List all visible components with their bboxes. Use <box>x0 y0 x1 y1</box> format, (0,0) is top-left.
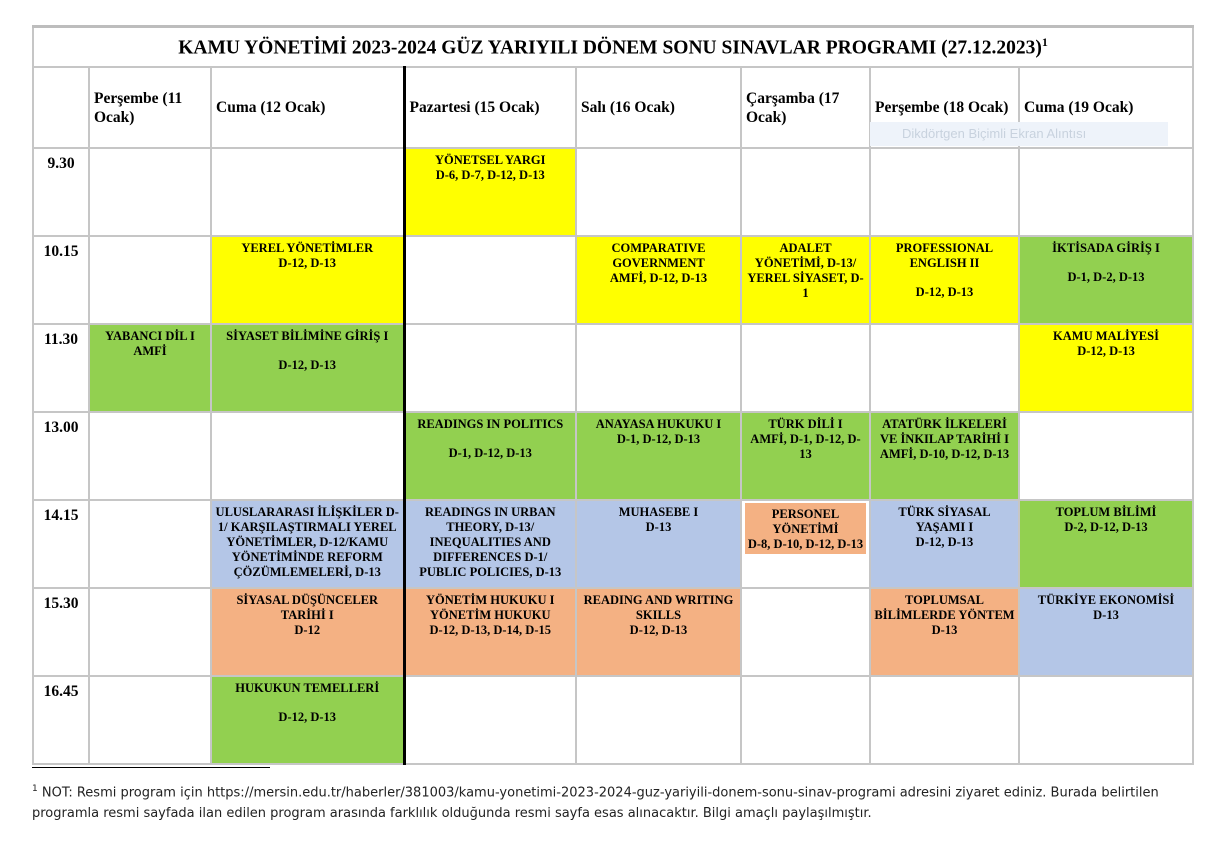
exam-name: PERSONEL YÖNETİMİ <box>771 507 840 536</box>
empty-cell <box>404 324 576 412</box>
schedule-title-cell <box>33 27 1193 68</box>
exam-name: READING AND WRITING SKILLS <box>583 593 734 622</box>
exam-name: ADALET YÖNETİMİ, D-13/ YEREL SİYASET, D-1 <box>747 241 864 300</box>
empty-cell <box>576 148 741 236</box>
exam-rooms: D-2, D-12, D-13 <box>1064 520 1148 534</box>
empty-cell <box>89 676 211 764</box>
exam-name: YÖNETİM HUKUKU I YÖNETİM HUKUKU <box>426 593 555 622</box>
empty-cell <box>89 148 211 236</box>
exam-name: TÜRK DİLİ I <box>768 417 843 431</box>
footnote-mark: 1 <box>32 784 38 794</box>
exam-cell <box>211 676 404 764</box>
time-label: 11.30 <box>33 324 89 412</box>
day-header: Cuma (12 Ocak) <box>211 67 404 148</box>
image-alt-text-watermark: Dikdörtgen Biçimli Ekran Alıntısı <box>870 122 1168 146</box>
exam-rooms: D-12, D-13 <box>278 710 337 724</box>
empty-cell <box>89 236 211 324</box>
time-label: 16.45 <box>33 676 89 764</box>
exam-cell <box>211 236 404 324</box>
exam-cell <box>1019 236 1193 324</box>
exam-cell <box>89 324 211 412</box>
exam-cell <box>870 412 1019 500</box>
empty-cell <box>576 324 741 412</box>
exam-name: TOPLUMSAL BİLİMLERDE YÖNTEM <box>874 593 1015 622</box>
empty-cell <box>741 148 870 236</box>
exam-rooms: AMFİ, D-12, D-13 <box>609 271 708 285</box>
empty-cell <box>89 412 211 500</box>
exam-cell <box>741 500 870 588</box>
empty-cell <box>211 148 404 236</box>
exam-rooms: D-12, D-13 <box>915 535 974 549</box>
time-slot-row <box>33 324 1193 412</box>
exam-cell <box>1019 324 1193 412</box>
exam-cell <box>1019 588 1193 676</box>
exam-name: HUKUKUN TEMELLERİ <box>235 681 380 695</box>
empty-cell <box>1019 412 1193 500</box>
exam-name: READINGS IN POLITICS <box>417 417 564 431</box>
exam-name: SİYASET BİLİMİNE GİRİŞ I <box>226 329 389 343</box>
exam-cell <box>870 236 1019 324</box>
day-header: Çarşamba (17 Ocak) <box>741 67 870 148</box>
empty-cell <box>741 676 870 764</box>
empty-cell <box>870 324 1019 412</box>
empty-cell <box>89 588 211 676</box>
exam-rooms: D-1, D-12, D-13 <box>448 446 532 460</box>
corner-cell <box>33 67 89 148</box>
footnote-separator <box>32 767 270 768</box>
exam-name: YEREL YÖNETİMLER <box>241 241 374 255</box>
empty-cell <box>741 324 870 412</box>
day-header: Salı (16 Ocak) <box>576 67 741 148</box>
time-slot-row <box>33 676 1193 764</box>
empty-cell <box>89 500 211 588</box>
exam-name: KAMU MALİYESİ <box>1053 329 1159 343</box>
time-label: 14.15 <box>33 500 89 588</box>
exam-cell <box>211 324 404 412</box>
empty-cell <box>870 148 1019 236</box>
exam-name: TOPLUM BİLİMİ <box>1055 505 1157 519</box>
exam-name: YÖNETSEL YARGI <box>434 153 546 167</box>
exam-rooms: D-12, D-13 <box>278 358 337 372</box>
exam-name: İKTİSADA GİRİŞ I <box>1052 241 1160 255</box>
exam-name: SİYASAL DÜŞÜNCELER TARİHİ I <box>236 593 379 622</box>
exam-rooms: D-13 <box>645 520 672 534</box>
time-slot-row <box>33 412 1193 500</box>
exam-cell <box>1019 500 1193 588</box>
day-header: Pazartesi (15 Ocak) <box>404 67 576 148</box>
exam-rooms: D-8, D-10, D-12, D-13 <box>747 537 864 551</box>
exam-name: YABANCI DİL I AMFİ <box>105 329 195 358</box>
schedule-title: KAMU YÖNETİMİ 2023-2024 GÜZ YARIYILI DÖNEM SONU SINAVLAR PROGRAMI (27.12.2023) <box>178 37 1042 59</box>
exam-cell <box>211 588 404 676</box>
exam-cell <box>741 412 870 500</box>
exam-name: COMPARATIVE GOVERNMENT <box>611 241 706 270</box>
time-slot-row <box>33 500 1193 588</box>
exam-name: ANAYASA HUKUKU I <box>595 417 722 431</box>
exam-name: ATATÜRK İLKELERİ VE İNKILAP TARİHİ I <box>879 417 1010 446</box>
empty-cell <box>576 676 741 764</box>
exam-rooms: AMFİ, D-10, D-12, D-13 <box>879 447 1010 461</box>
exam-rooms: D-12 <box>294 623 321 637</box>
footnote-text: NOT: Resmi program için https://mersin.edu.tr/haberler/381003/kamu-yonetimi-2023-2024-guz-yariyili-donem-sonu-sinav-programi adresini ziyaret ediniz. Burada belirtilen programla resmi sayfada ilan edilen program arasında farklılık olduğunda resmi sayfa esas alınacaktır. Bilgi amaçlı paylaşılmıştır. <box>32 785 1159 822</box>
time-label: 9.30 <box>33 148 89 236</box>
day-header: Cuma (19 Ocak) <box>1019 67 1193 148</box>
exam-rooms: D-6, D-7, D-12, D-13 <box>435 168 545 182</box>
exam-cell <box>576 588 741 676</box>
empty-cell <box>870 676 1019 764</box>
exam-rooms: D-13 <box>931 623 958 637</box>
exam-cell <box>576 412 741 500</box>
exam-cell <box>576 236 741 324</box>
exam-cell <box>576 500 741 588</box>
exam-rooms: AMFİ, D-1, D-12, D-13 <box>750 432 861 461</box>
empty-cell <box>1019 676 1193 764</box>
exam-rooms: D-1, D-2, D-13 <box>1067 270 1145 284</box>
exam-rooms: D-1, D-12, D-13 <box>616 432 701 446</box>
footnote <box>32 779 1182 824</box>
exam-name: ULUSLARARASI İLİŞKİLER D-1/ KARŞILAŞTIRMALI YEREL YÖNETİMLER, D-12/KAMU YÖNETİMİNDE REFORM ÇÖZÜMLEMELERİ, D-13 <box>215 505 399 579</box>
time-label: 15.30 <box>33 588 89 676</box>
exam-cell <box>404 588 576 676</box>
exam-name: TÜRKİYE EKONOMİSİ <box>1037 593 1175 607</box>
empty-cell <box>211 412 404 500</box>
exam-cell <box>404 412 576 500</box>
empty-cell <box>404 676 576 764</box>
empty-cell <box>741 588 870 676</box>
time-slot-row <box>33 236 1193 324</box>
title-footnote-mark: 1 <box>1041 34 1048 49</box>
exam-rooms: D-12, D-13 <box>278 256 337 270</box>
time-label: 10.15 <box>33 236 89 324</box>
exam-cell <box>870 500 1019 588</box>
exam-rooms: D-12, D-13 <box>1077 344 1135 358</box>
exam-highlight <box>745 503 866 554</box>
exam-cell <box>211 500 404 588</box>
day-header: Perşembe (18 Ocak) <box>870 67 1019 148</box>
empty-cell <box>1019 148 1193 236</box>
exam-name: READINGS IN URBAN THEORY, D-13/ INEQUALITIES AND DIFFERENCES D-1/ PUBLIC POLICIES, D-13 <box>419 505 562 579</box>
exam-name: TÜRK SİYASAL YAŞAMI I <box>898 505 991 534</box>
exam-name: PROFESSIONAL ENGLISH II <box>895 241 994 270</box>
exam-rooms: D-12, D-13 <box>629 623 688 637</box>
time-label: 13.00 <box>33 412 89 500</box>
exam-name: MUHASEBE I <box>618 505 699 519</box>
exam-cell <box>404 500 576 588</box>
time-slot-row <box>33 588 1193 676</box>
exam-rooms: D-12, D-13 <box>915 285 974 299</box>
empty-cell <box>404 236 576 324</box>
exam-cell <box>404 148 576 236</box>
exam-rooms: D-13 <box>1093 608 1119 622</box>
exam-rooms: D-12, D-13, D-14, D-15 <box>429 623 551 637</box>
time-slot-row <box>33 148 1193 236</box>
exam-cell <box>870 588 1019 676</box>
exam-cell <box>741 236 870 324</box>
day-header: Perşembe (11 Ocak) <box>89 67 211 148</box>
